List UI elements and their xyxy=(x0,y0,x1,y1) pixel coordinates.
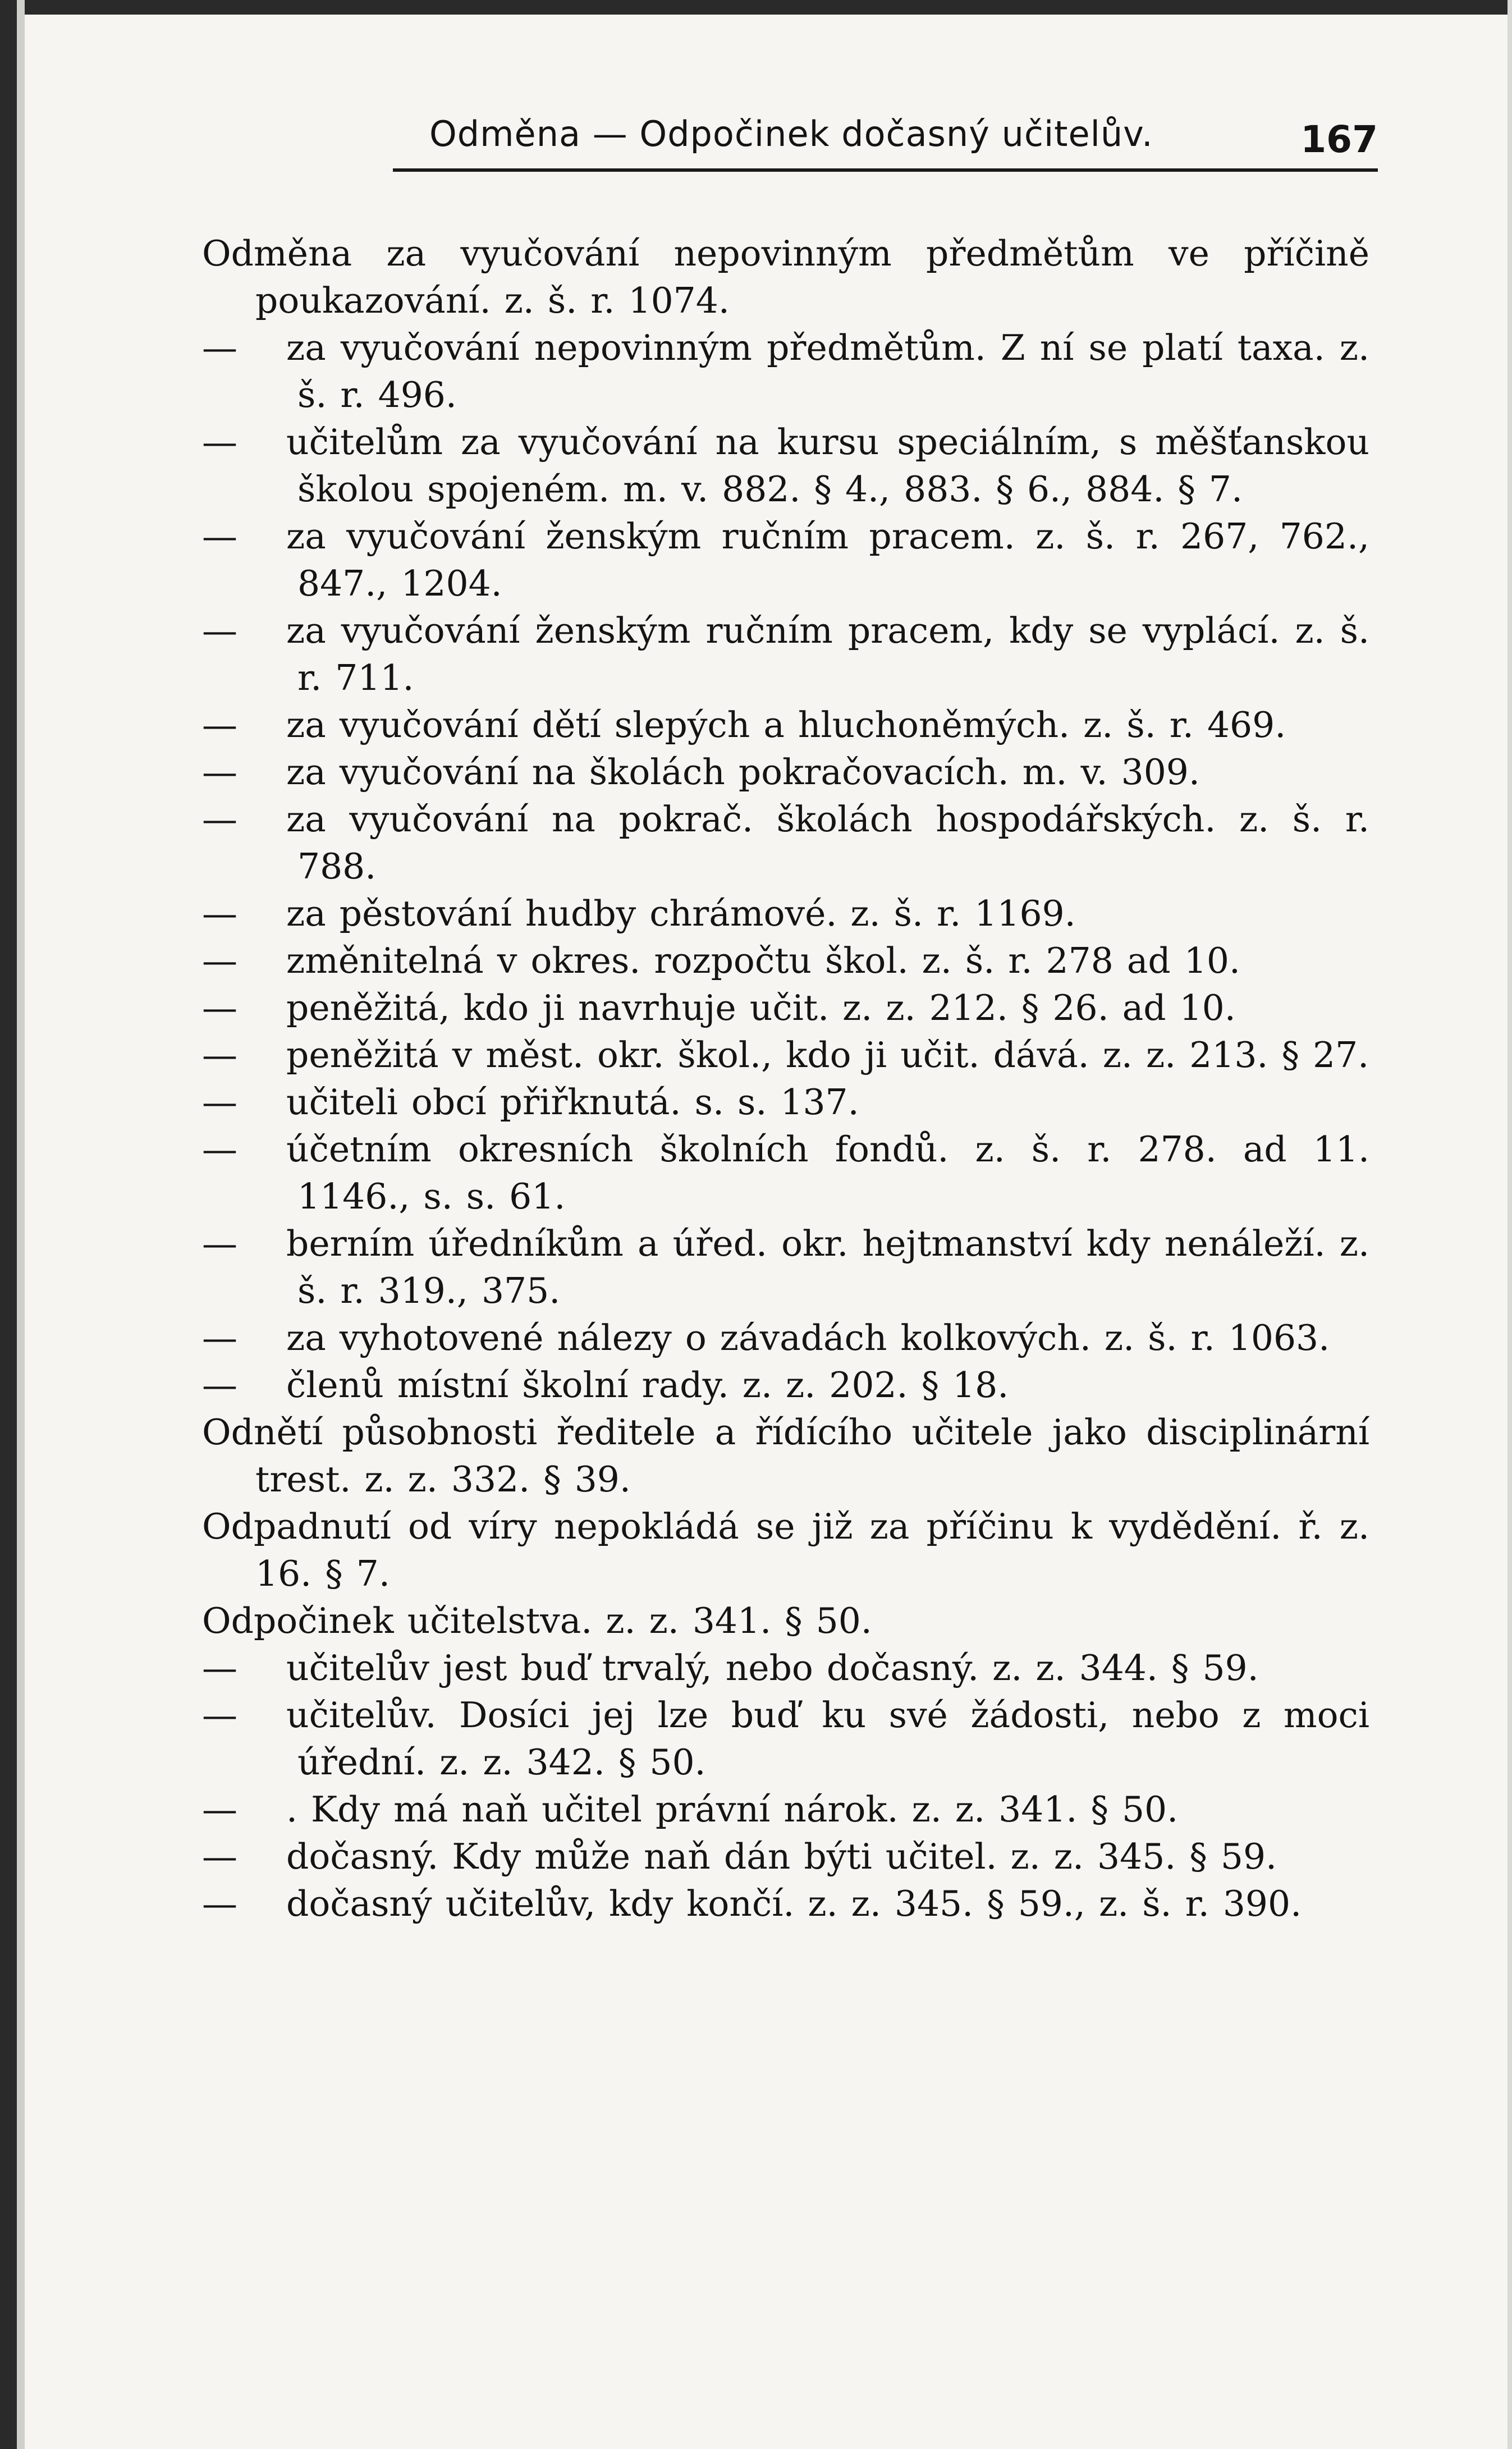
entry-text: učitelům za vyučování na kursu speciálním, s měšťanskou školou spojeném. m. v. 882. § 4., 883. § 6., 884. § 7. xyxy=(286,422,1369,510)
entry-dash: — xyxy=(202,1034,237,1075)
entry-text: členů místní školní rady. z. z. 202. § 18. xyxy=(286,1365,1009,1406)
entry-dash: — xyxy=(202,1647,237,1688)
index-entry-sub xyxy=(202,702,1369,749)
entry-dash: — xyxy=(202,1365,237,1406)
entry-text: peněžitá v měst. okr. škol., kdo ji učit. dává. z. z. 213. § 27. xyxy=(286,1034,1369,1075)
index-entry-main xyxy=(202,230,1369,324)
entry-text: učitelův. Dosíci jej lze buď ku své žádosti, nebo z moci úřední. z. z. 342. § 50. xyxy=(286,1695,1369,1783)
entry-text: peněžitá, kdo ji navrhuje učit. z. z. 212. § 26. ad 10. xyxy=(286,987,1236,1028)
entry-text: Odnětí působnosti ředitele a řídícího učitele jako disciplinární trest. z. z. 332. § 39. xyxy=(202,1412,1369,1500)
page-header xyxy=(429,107,1378,163)
index-entry-main xyxy=(202,1503,1369,1597)
index-entry-sub xyxy=(202,1880,1369,1928)
entry-dash: — xyxy=(202,1082,237,1123)
entry-dash: — xyxy=(202,1695,237,1736)
index-entry-sub xyxy=(202,513,1369,607)
entry-text: berním úředníkům a úřed. okr. hejtmanství kdy nenáleží. z. š. r. 319., 375. xyxy=(286,1223,1369,1311)
index-entry-sub xyxy=(202,1315,1369,1362)
entry-text: . Kdy má naň učitel právní nárok. z. z. 341. § 50. xyxy=(286,1789,1179,1830)
entry-text: za pěstování hudby chrámové. z. š. r. 1169. xyxy=(286,893,1076,934)
entry-dash: — xyxy=(202,1223,237,1264)
entry-dash: — xyxy=(202,1883,237,1924)
entry-text: za vyučování na pokrač. školách hospodářských. z. š. r. 788. xyxy=(286,799,1369,887)
entry-dash: — xyxy=(202,1836,237,1877)
index-entry-sub xyxy=(202,985,1369,1032)
entry-text: změnitelná v okres. rozpočtu škol. z. š. r. 278 ad 10. xyxy=(286,940,1240,981)
entry-dash: — xyxy=(202,1789,237,1830)
entry-dash: — xyxy=(202,940,237,981)
entry-text: Odpadnutí od víry nepokládá se již za příčinu k vydědění. ř. z. 16. § 7. xyxy=(202,1506,1369,1594)
entry-text: dočasný. Kdy může naň dán býti učitel. z. z. 345. § 59. xyxy=(286,1836,1277,1877)
scan-edge-right xyxy=(1508,0,1512,2449)
index-entry-main xyxy=(202,1597,1369,1645)
index-entry-main xyxy=(202,1409,1369,1503)
scan-edge-top xyxy=(0,0,1512,15)
index-entry-sub xyxy=(202,1833,1369,1880)
running-head: Odměna — Odpočinek dočasný učitelův. xyxy=(429,113,1153,154)
entry-text: Odpočinek učitelstva. z. z. 341. § 50. xyxy=(202,1600,872,1641)
index-entry-sub xyxy=(202,1126,1369,1220)
entry-dash: — xyxy=(202,704,237,745)
index-entry-sub xyxy=(202,419,1369,513)
entry-dash: — xyxy=(202,516,237,557)
index-entry-sub xyxy=(202,1692,1369,1786)
header-rule xyxy=(393,168,1378,172)
index-entry-sub xyxy=(202,324,1369,419)
entry-dash: — xyxy=(202,610,237,651)
index-entry-sub xyxy=(202,1032,1369,1079)
page-gutter xyxy=(17,0,25,2449)
index-entry-sub xyxy=(202,1645,1369,1692)
entry-text: za vyučování ženským ručním pracem, kdy se vyplácí. z. š. r. 711. xyxy=(286,610,1369,698)
index-entry-sub xyxy=(202,937,1369,985)
entry-dash: — xyxy=(202,422,237,463)
index-entry-sub xyxy=(202,607,1369,702)
entry-text: za vyučování ženským ručním pracem. z. š. r. 267, 762., 847., 1204. xyxy=(286,516,1369,604)
entry-dash: — xyxy=(202,1317,237,1358)
entry-text: za vyučování dětí slepých a hluchoněmých. z. š. r. 469. xyxy=(286,704,1286,745)
index-entry-sub xyxy=(202,890,1369,937)
entry-text: za vyhotovené nálezy o závadách kolkových. z. š. r. 1063. xyxy=(286,1317,1330,1358)
entry-dash: — xyxy=(202,799,237,840)
entry-text: za vyučování nepovinným předmětům. Z ní se platí taxa. z. š. r. 496. xyxy=(286,327,1369,415)
entry-dash: — xyxy=(202,987,237,1028)
entry-dash: — xyxy=(202,327,237,368)
entry-text: učiteli obcí přiřknutá. s. s. 137. xyxy=(286,1082,859,1123)
entry-dash: — xyxy=(202,1129,237,1170)
scan-edge-left xyxy=(0,0,17,2449)
index-entry-sub xyxy=(202,1786,1369,1833)
entry-text: dočasný učitelův, kdy končí. z. z. 345. § 59., z. š. r. 390. xyxy=(286,1883,1302,1924)
entry-dash: — xyxy=(202,893,237,934)
index-entry-sub xyxy=(202,1362,1369,1409)
entry-text: Odměna za vyučování nepovinným předmětům ve příčině poukazování. z. š. r. 1074. xyxy=(202,233,1369,321)
entry-dash: — xyxy=(202,752,237,793)
index-entry-sub xyxy=(202,796,1369,890)
entry-text: učitelův jest buď trvalý, nebo dočasný. z. z. 344. § 59. xyxy=(286,1647,1259,1688)
index-entries xyxy=(202,230,1369,1928)
entry-text: za vyučování na školách pokračovacích. m. v. 309. xyxy=(286,752,1200,793)
index-entry-sub xyxy=(202,1079,1369,1126)
index-entry-sub xyxy=(202,1220,1369,1315)
index-entry-sub xyxy=(202,749,1369,796)
entry-text: účetním okresních školních fondů. z. š. r. 278. ad 11. 1146., s. s. 61. xyxy=(286,1129,1369,1217)
page-number: 167 xyxy=(1300,118,1378,161)
